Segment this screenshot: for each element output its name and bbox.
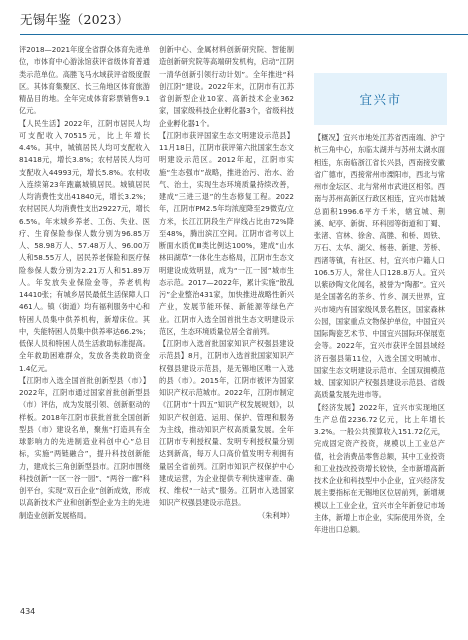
page-number: 434 — [20, 607, 36, 616]
paragraph-innovation-county: 【江阴市入选全国首批创新型县（市）】2022年，江阴市通过国家首批创新型县（市）评估，成为发展引领、创新驱动的样板。2018年江阴市获批首批全国创新型县（市）建设名单，聚焦“打造具有全球影响力的先进制造业科创中心”总目标，实施“两链融合”，提升科技创新能力，建成长三角创新型县市。江阴市围绕科技创新“一区一谷一园”、“两谷一廊”科创平台，实现“双百企业”创新成效，形成以高新技术产业和创新型企业为主的先进制造业创新发展格局。 — [19, 375, 150, 520]
text-column-2 — [159, 44, 294, 564]
text-column-1 — [19, 44, 150, 564]
paragraph-ip-county: 【江阴市入选首批国家知识产权强县建设示范县】8月，江阴市入选首批国家知识产权强县建设示范县，是无锡地区唯一入选的县（市）。2015年，江阴市被评为国家知识产权示范城市。2022年，江阴市制定《江阴市“十四五”知识产权发展规划》，以知识产权创造、运用、保护、管理和服务为主线，推动知识产权高质量发展。全年江阴市专利授权量、发明专利授权量分别达到新高，每万人口高价值发明专利拥有量居全省前列。江阴市知识产权保护中心建成运营，为企业提供专利快速审查、确权、维权“一站式”服务。江阴市入选国家知识产权强县建设示范县。 — [159, 339, 294, 508]
yearbook-title: 无锡年鉴（2023） — [20, 12, 129, 27]
header-rule — [20, 34, 468, 35]
author-credit: （朱利坤） — [258, 510, 294, 520]
paragraph-living: 【人民生活】2022年，江阴市居民人均可支配收入70515元，比上年增长4.4%。其中，城镇居民人均可支配收入81418元，增长3.8%；农村居民人均可支配收入44993元，增长5.8%。农村收入连续第23年跑赢城镇居民。城镇居民人均消费性支出41840元，增长3.2%；农村居民人均消费性支出29227元，增长6.5%。年末城乡养老、工伤、失业、医疗、生育保险参保人数分别为96.85万人、58.98万人、57.48万人、96.00万人和58.55万人，居民养老保险和医疗保险参保人数分别为2.21万人和51.89万人。年发放失业保险金等，养老机构14410张；有城乡居民最低生活保障人口461人。镇（街道）均有福利服务中心和特困人员集中供养机构，新增床位。其中，失能特困人员集中供养率达66.2%；低保人员和特困人员生活救助标准提高。全年救助困难群众，发放各类救助资金1.4亿元。 — [19, 118, 150, 373]
paragraph-sports: 评2018—2021年度全省群众体育先进单位，市体育中心游泳馆获评省级体育普通类示范单位。高塍飞马水域获评省级度假区。其体育集聚区、长三角地区体育旅游精品目的地。全年完成体育彩票销售9.1亿元。 — [19, 45, 150, 116]
page-header — [0, 0, 468, 40]
paragraph-overview: 【概况】宜兴市地处江苏省西南端、沪宁杭三角中心，东临太湖并与苏州太湖水面相连，东南临浙江省长兴县，西南接安徽省广德市，西接常州市溧阳市，西北与常州市金坛区、北与常州市武进区相邻。西南与苏州高新区行政区相连，宜兴市陆域总面积1996.6平方千米，辖宜城、荆溪、屺亭、新街、环科园等街道和丁蜀、张渚、官林、徐舍、高塍、和桥、周铁、万石、太华、湖父、杨巷、新建、芳桥、西渚等镇，有社区、村，宜兴市户籍人口106.5万人，常住人口128.8万人。宜兴以紫砂陶文化闻名，被誉为“陶都”。宜兴是全国著名的茶乡、竹乡、洞天世界，宜兴市境内有国家级风景名胜区，国家森林公园，国家重点文物保护单位，中国宜兴国际陶瓷艺术节、中国宜兴国际环保展览会等。2022年，宜兴市获评全国县域经济百强县第11位，入选全国文明城市、国家生态文明建设示范市、全国双拥模范城、国家知识产权强县建设示范县、省级高质量发展先进市等。 — [314, 133, 445, 400]
city-name: 宜兴市 — [359, 92, 402, 107]
paragraph-economy: 【经济发展】2022年，宜兴市实现地区生产总值2236.72亿元，比上年增长3.2%。一般公共预算收入151.72亿元，完成固定资产投资，规模以上工业总产值，社会消费品零售总额，其中工业投资和工业技改投资增长较快，全市新增高新技术企业和科技型中小企业，宜兴经济发展主要指标在无锡地区位居前列，新增规模以上工业企业，宜兴市全年新登记市场主体，新增上市企业，实际使用外资，全年进出口总额。 — [314, 402, 445, 534]
paragraph-eco-civilization: 【江阴市获评国家生态文明建设示范县】11月18日，江阴市获评第六批国家生态文明建设示范区。2012年起，江阴市实施“生态强市”战略，推进治污、治水、治气、治土，实现生态环境质量持续改善，建成“三进三退”的生态修复工程。2022年，江阴市PM2.5年均浓度降至29微克/立方米，长江江阴段生产岸线占比由72%降至48%，腾出滨江空间。江阴市省考以上断面水质优Ⅲ类比例达100%，建成“山水林田湖草”一体化生态格局，江阴市生态文明建设成效明显，成为“一江一园”城市生态示范。2017—2022年，累计实施“散乱污”企业整治431家，加快推进战略性新兴产业，发展节能环保、新能源等绿色产业。江阴市入选全国首批生态文明建设示范区，生态环境质量位居全省前列。 — [159, 130, 294, 336]
city-section-banner — [314, 73, 447, 125]
text-column-3 — [314, 132, 445, 564]
paragraph-science-platforms: 创新中心、金属材料创新研究院、智能制造创新研究院等高端研发机构，启动“江阴一清华创新引领行动计划”。全年推进“科创江阴”建设。2022年末，江阴市有江苏省创新型企业10家、高新技术企业362家，国家级科技企业孵化器3个，省级科技企业孵化器1个。 — [159, 45, 294, 128]
